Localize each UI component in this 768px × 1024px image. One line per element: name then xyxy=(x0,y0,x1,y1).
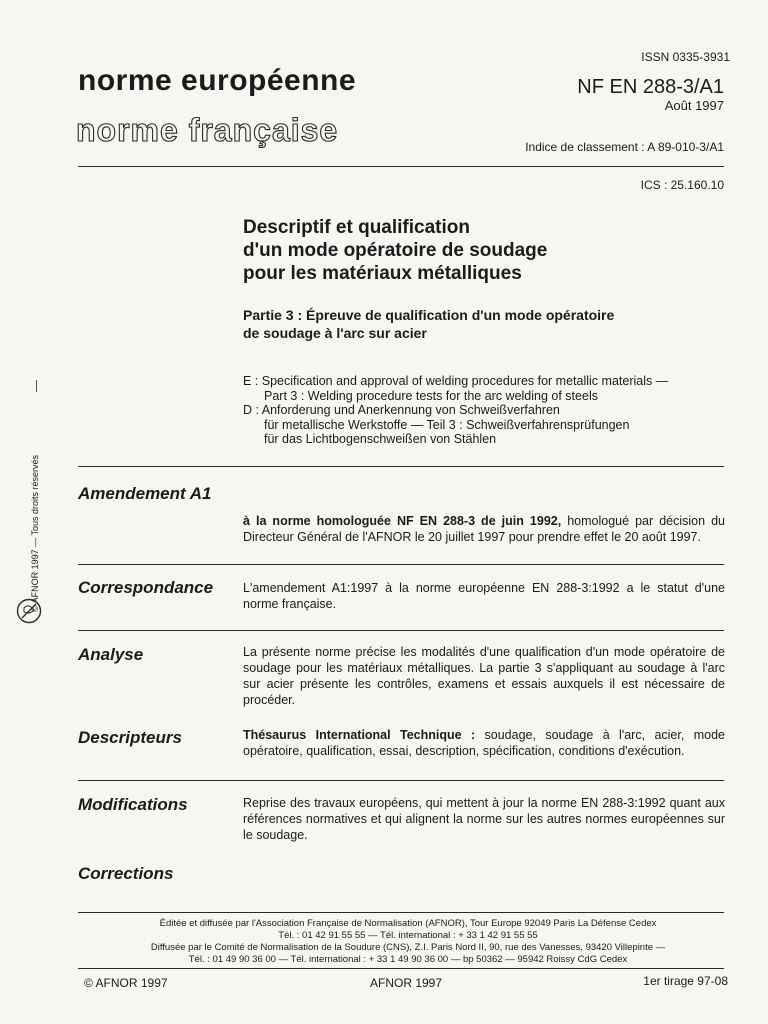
issn: ISSN 0335-3931 xyxy=(641,50,730,64)
section-divider xyxy=(78,630,724,631)
section-label-amendement: Amendement A1 xyxy=(78,484,212,503)
section-label-modifications: Modifications xyxy=(78,795,188,814)
title-line: pour les matériaux métalliques xyxy=(243,263,522,284)
section-body-descripteurs xyxy=(243,727,725,759)
print-run: 1er tirage 97-08 xyxy=(643,974,728,988)
document-title xyxy=(243,216,547,285)
section-divider xyxy=(78,780,724,781)
ics-code: ICS : 25.160.10 xyxy=(640,178,724,192)
publication-date: Août 1997 xyxy=(664,98,724,113)
title-french: norme française xyxy=(76,112,339,148)
translation-line: E : Specification and approval of welding procedures for metallic materials — xyxy=(243,374,669,388)
section-divider xyxy=(78,466,724,467)
footer-line: Éditée et diffusée par l'Association Française de Normalisation (AFNOR), Tour Europe 92049 Paris La Défense Cedex xyxy=(159,918,657,929)
classification-index: Indice de classement : A 89-010-3/A1 xyxy=(525,140,724,154)
descripteurs-text: soudage, soudage à l'arc, acier, mode opératoire, qualification, essai, description, spécification, conditions d'exécution. xyxy=(243,728,725,758)
section-body-correspondance: L'amendement A1:1997 à la norme européenne EN 288-3:1992 a le statut d'une norme française. xyxy=(243,581,725,611)
copyright-center: AFNOR 1997 xyxy=(370,976,443,990)
section-label-analyse: Analyse xyxy=(78,645,144,664)
section-body-amendement xyxy=(243,513,725,545)
title-line: d'un mode opératoire de soudage xyxy=(243,240,548,261)
footer-bottom-divider xyxy=(78,968,724,969)
translation-line: für das Lichtbogenschweißen von Stählen xyxy=(264,432,497,446)
afnor-stamp-icon xyxy=(16,598,42,624)
translation-line: Part 3 : Welding procedure tests for the arc welding of steels xyxy=(264,388,598,403)
translations xyxy=(243,374,733,447)
section-label-descripteurs: Descripteurs xyxy=(78,728,182,747)
section-divider xyxy=(78,564,724,565)
footer-line: Tél. : 01 42 91 55 55 — Tél. international : + 33 1 42 91 55 55 xyxy=(278,930,538,941)
section-body-modifications: Reprise des travaux européens, qui mettent à jour la norme EN 288-3:1992 quant aux références normatives et qui alignent la norme sur les autres normes européennes sur le soudage. xyxy=(243,796,725,842)
section-body-analyse: La présente norme précise les modalités d'une qualification d'un mode opératoire de soudage pour les matériaux métalliques. La partie 3 s'appliquant au soudage à l'arc sur acier présente les contrôles, examens et essais auxquels il est nécessaire de procéder. xyxy=(243,645,725,707)
part-title xyxy=(243,306,614,342)
amendement-text: homologué par décision du Directeur Général de l'AFNOR le 20 juillet 1997 pour prendre effet le 20 août 1997. xyxy=(243,514,725,544)
amendement-bold: à la norme homologuée NF EN 288-3 de juin 1992, xyxy=(243,514,562,528)
footer-line: Tél. : 01 49 90 36 00 — Tél. international : + 33 1 49 90 36 00 — bp 50362 — 95942 Roissy CdG Cedex xyxy=(188,954,628,965)
copyright-left: © AFNOR 1997 xyxy=(84,976,168,990)
side-copyright: © AFNOR 1997 — Tous droits réservés xyxy=(30,454,40,612)
translation-line: D : Anforderung und Anerkennung von Schweißverfahren xyxy=(243,403,560,417)
footer-line: Diffusée par le Comité de Normalisation de la Soudure (CNS), Z.I. Paris Nord II, 90, rue des Vanesses, 93420 Villepinte — xyxy=(150,942,666,953)
descripteurs-bold: Thésaurus International Technique : xyxy=(243,728,476,742)
section-label-corrections: Corrections xyxy=(78,864,174,883)
header-divider xyxy=(78,166,724,167)
part-line: Partie 3 : Épreuve de qualification d'un mode opératoire xyxy=(243,307,615,323)
footer-divider xyxy=(78,912,724,913)
publisher-info xyxy=(98,918,718,966)
translation-line: für metallische Werkstoffe — Teil 3 : Schweißverfahrensprüfungen xyxy=(264,417,630,432)
standard-reference: NF EN 288-3/A1 xyxy=(577,76,724,98)
margin-mark xyxy=(36,380,37,392)
part-line: de soudage à l'arc sur acier xyxy=(243,325,427,341)
title-line: Descriptif et qualification xyxy=(243,217,470,238)
section-label-correspondance: Correspondance xyxy=(78,578,214,597)
title-european: norme européenne xyxy=(78,64,357,97)
